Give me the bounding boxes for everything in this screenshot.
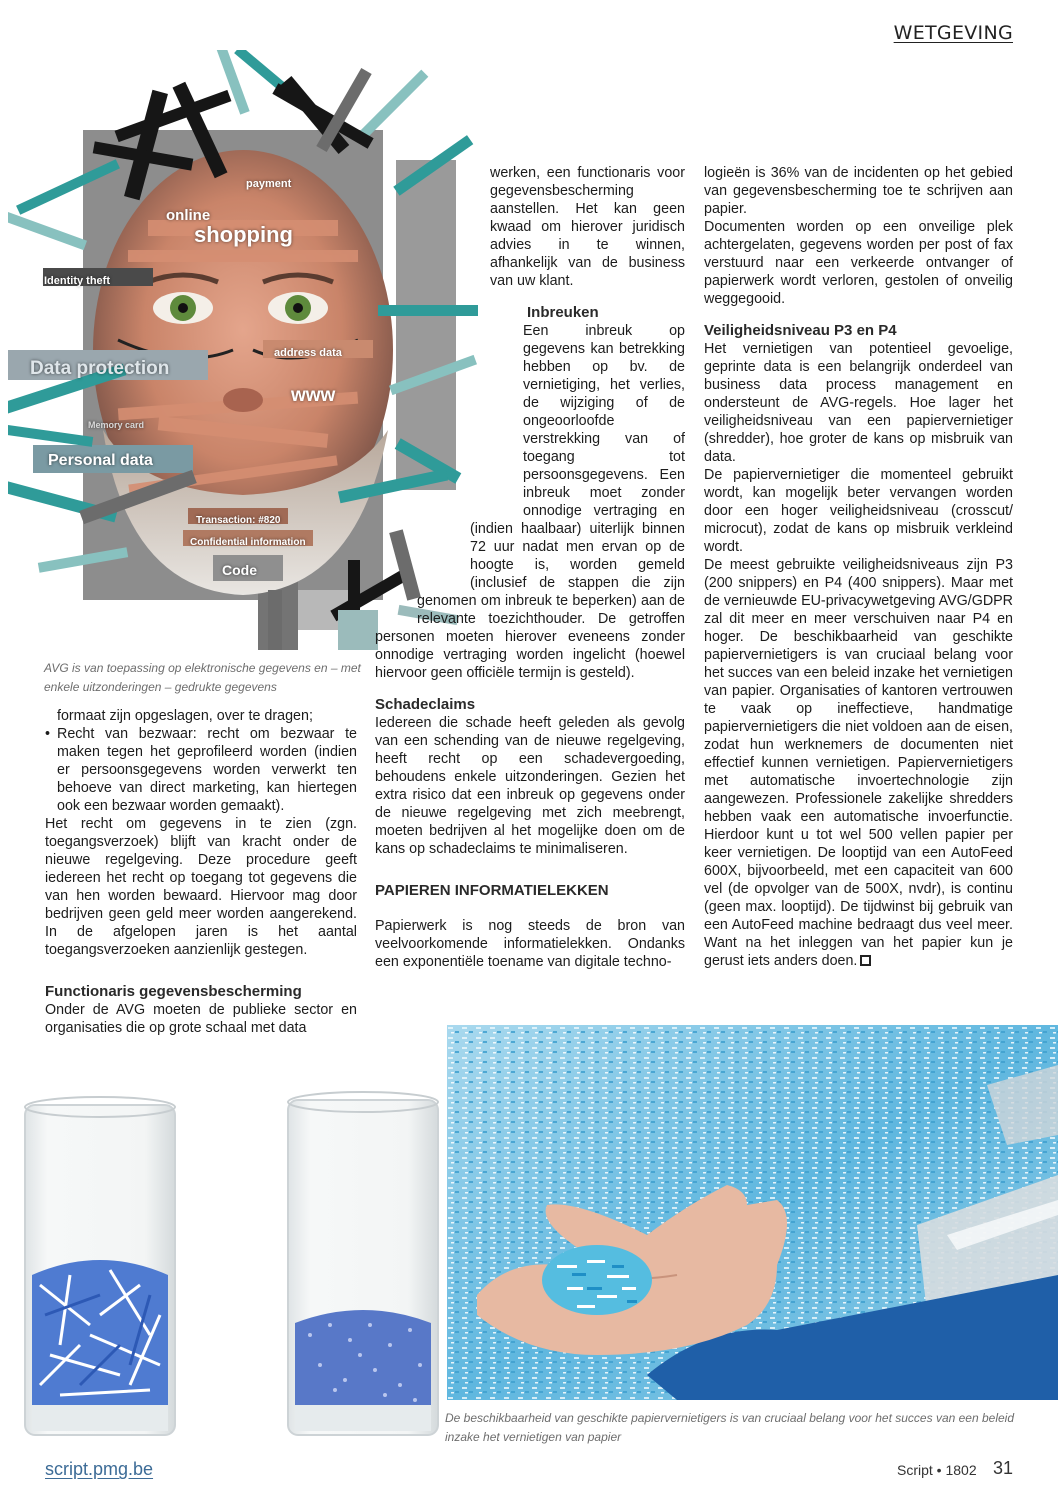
paragraph-dpo-continued: werken, een functionaris voor gegevensbescherming aanstellen. Het kan geen kwaad om hierover juridisch advies in te winnen, afhankelijk van de business van uw klant. xyxy=(490,165,685,289)
paragraph-destroying-data: Het vernietigen van potentieel gevoelige, geprinte data is een belangrijk onderdeel van business data process management en ondersteunt de AVG-regels. Hoe lager het veiligheidsniveau van een papiervernietiger (shredder), hoe groter de kans op misbruik van data. xyxy=(704,341,1013,465)
hero-word-shopping: shopping xyxy=(194,222,293,247)
hero-word-www: www xyxy=(291,385,336,406)
hero-word-transaction: Transaction: #820 xyxy=(196,515,281,526)
hero-word-data-protection: Data protection xyxy=(30,358,170,379)
heading-paper-leaks: PAPIEREN INFORMATIELEKKEN xyxy=(375,882,609,899)
hero-word-confidential: Confidential information xyxy=(190,537,306,548)
heading-damage-claims: Schadeclaims xyxy=(375,696,476,713)
column-1-continued-text: formaat zijn opgeslagen, over te dragen; xyxy=(57,708,313,724)
hand-shreds-image xyxy=(447,1025,1058,1400)
hero-word-address-data: address data xyxy=(274,347,342,359)
hero-text-wrap xyxy=(375,322,523,504)
heading-data-protection-officer: Functionaris gegevensbescherming xyxy=(45,983,302,1000)
heading-breaches: Inbreuken xyxy=(527,304,599,321)
paragraph-access-request: Het recht om gegevens in te zien (zgn. toegangsverzoek) blijft van kracht onder de nieuwe regelgeving. Deze procedure geeft iedereen het recht op toegang tot gegevens die van hen worden bewaard. Hiervoor mag door bedrijven geen geld meer worden aangerekend. In de afgelopen jaren is het aantal toegangsverzoeken aanzienlijk gestegen. xyxy=(45,816,357,958)
footer-page-number: 31 xyxy=(993,1458,1014,1478)
column-1 xyxy=(45,707,357,1037)
bullet-text: Recht van bezwaar: recht om bezwaar te maken tegen het geprofileerd worden (indien er persoonsgegevens worden verwerkt ten behoeve van direct marketing, kan hiertegen ook een bezwaar worden gemaakt). xyxy=(57,726,357,814)
photo-shred-glasses xyxy=(0,1085,445,1460)
paragraph-damage-claims: Iedereen die schade heeft geleden als gevolg van een schending van de nieuwe regelgeving, heeft recht op een schadevergoeding, behoudens enkele uitzonderingen. Gezien het extra risico dat een inbreuk op gegevens onder de nieuwe regelgeving met zich meebrengt, moeten bedrijven al het mogelijke doen om de kans op schadeclaims te minimaliseren. xyxy=(375,715,685,857)
paragraph-breaches xyxy=(375,322,685,682)
bullet-item-objection xyxy=(45,725,357,815)
hero-caption: AVG is van toepassing op elektronische gegevens en – met enkele uitzonderingen – gedrukte gegevens xyxy=(44,661,361,694)
hero-text-wrap-lower xyxy=(375,504,470,576)
hero-word-identity-theft: Identity theft xyxy=(44,275,110,287)
heading-security-levels: Veiligheidsniveau P3 en P4 xyxy=(704,322,897,339)
footer-issue: Script • 1802 xyxy=(897,1462,977,1478)
footer-website-link[interactable]: script.pmg.be xyxy=(45,1459,154,1479)
paragraph-common-levels xyxy=(704,556,1013,970)
hero-word-personal-data: Personal data xyxy=(48,452,153,469)
paragraph-common-levels-text: De meest gebruikte veiligheidsniveaus zijn P3 (200 snippers) en P4 (400 snippers). Maar met de vernieuwde EU-privacywetgeving AVG/GDPR zal dit meer en meer verschuiven naar P4 en hoger. De beschikbaarheid van geschikte papiervernietigers is van cruciaal belang voor het succes van een beleid inzake het vernietigen van papier. Organisaties of kantoren vertrouwen te vaak op ineffectieve, handmatige papiervernietigers die niet voldoen aan de eisen, zodat hun werknemers de documenten niet effectief kunnen vernietigen. Papiervernietigers met automatische invoertechnologie zijn aangewezen. Professionele zakelijke shredders hebben vaak een automatische invoerfunctie. Hierdoor kunt u tot wel 500 vellen papier per keer vernietigen. De looptijd van een AutoFeed 600X, bijvoorbeeld, met een capaciteit van 600 vel (de opvolger van de 500X, nvdr), is continu (geen max. looptijd). De tijdwinst bij gebruik van een AutoFeed machine bedraagt dus veel meer. Want na het inleggen van het papier kun je gerust iets anders doen. xyxy=(704,557,1013,969)
hero-word-code: Code xyxy=(222,562,257,578)
shred-glasses-image xyxy=(0,1085,445,1460)
section-tag: WETGEVING xyxy=(893,22,1013,44)
column-3 xyxy=(704,164,1013,970)
paragraph-paper-leaks: Papierwerk is nog steeds de bron van veelvoorkomende informatielekken. Ondanks een exponentiële toename van digitale techno- xyxy=(375,918,685,970)
paragraph-dpo: Onder de AVG moeten de publieke sector en organisaties die op grote schaal met data xyxy=(45,1002,357,1036)
end-mark-icon xyxy=(860,955,871,966)
hero-word-online: online xyxy=(166,207,211,224)
paragraph-technology-continued: logieën is 36% van de incidenten op het gebied van gegevensbescherming toe te schrijven aan papier. xyxy=(704,165,1013,217)
photo-hand-shreds xyxy=(447,1025,1058,1400)
hero-word-payment: payment xyxy=(246,178,292,190)
hero-text-wrap-bottom xyxy=(375,576,417,612)
paragraph-breaches-text: Een inbreuk op gegevens kan betrekking hebben op bv. de vernietiging, het verlies, de wijziging of de ongeoorloofde verstrekking van of toegang tot persoonsgegevens. Een inbreuk moet zonder onnodige vertraging en (indien haalbaar) uiterlijk binnen 72 uur nadat men ervan op de hoogte is, worden gemeld (inclusief de stappen die zijn genomen om inbreuk te beperken) aan de relevante toezichthouder. De getroffen personen moeten hierover eveneens zonder onnodige vertraging worden ingelicht (hoewel hiervoor geen officiële termijn is gesteld). xyxy=(375,323,685,681)
hero-word-memory-card: Memory card xyxy=(88,420,145,430)
bullet-dot: • xyxy=(45,726,51,742)
paragraph-unsafe-documents: Documenten worden op een onveilige plek achtergelaten, gegevens worden per post of fax verstuurd naar een verkeerde ontvanger of papierwerk wordt verloren, gestolen of onveilig weggegooid. xyxy=(704,219,1013,307)
paragraph-replacement: De papiervernietiger die momenteel gebruikt wordt, kan mogelijk beter vervangen worden door een hoger veiligheidsniveau (crosscut/ microcut), zodat de kans op misbruik verkleind wordt. xyxy=(704,467,1013,555)
photo-caption: De beschikbaarheid van geschikte papiervernietigers is van cruciaal belang voor het succes van een beleid inzake het vernietigen van papier xyxy=(445,1411,1015,1444)
column-2 xyxy=(375,164,685,971)
